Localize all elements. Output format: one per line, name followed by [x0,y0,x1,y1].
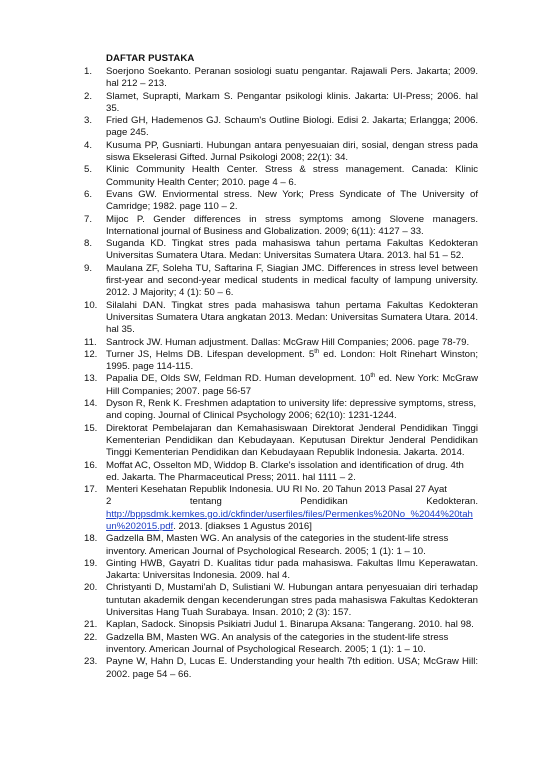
reference-text: Gadzella BM, Masten WG. An analysis of the categories in the student-life stress inventory. American Journal of Psychological Research. 2005; 1 (1): 1 – 10. [106,631,449,655]
superscript: th [370,373,376,380]
reference-text: Direktorat Pembelajaran dan Kemahasiswaan Direktorat Jenderal Pendidikan Tinggi Kementerian Pendidikan dan Kebudayaan. Keputusan Direktur Jenderal Pendidikan Tinggi Kementerian Pendidikan dan Kebudayaan Republik Indonesia. Jakarta. 2014. [106,422,478,459]
reference-text: Turner JS, Helms DB. Lifespan development. 5th ed. London: Holt Rinehart Winston; 1995. page 114-115. [106,348,478,373]
reference-item: 17. Menteri Kesehatan Republik Indonesia. UU RI No. 20 Tahun 2013 Pasal 27 Ayat 2 tentang Pendidikan Kedokteran. http://bppsdmk.kemkes.go.id/ckfinder/userfiles/files/Permenkes%20No_%2044%20tahun%202015.pdf. 2013. [diakses 1 Agustus 2016] [84,484,478,532]
reference-item: 4. Kusuma PP, Gusniarti. Hubungan antara penyesuaian diri, sosial, dengan stress pada siswa Ekselerasi Gifted. Jurnal Psikologi 2008; 22(1): 34. [84,139,478,164]
reference-item: 21. Kaplan, Sadock. Sinopsis Psikiatri Judul 1. Binarupa Aksana: Tangerang. 2010. hal 98. [84,619,478,631]
reference-text: Mijoc P. Gender differences in stress symptoms among Slovene managers. International journal of Business and Globalization. 2009; 6(11): 4127 – 33. [106,213,478,237]
reference-item: 1. Soerjono Soekanto. Peranan sosiologi suatu pengantar. Rajawali Pers. Jakarta; 2009. hal 212 – 213. [84,66,478,90]
reference-item: 2. Slamet, Suprapti, Markam S. Pengantar psikologi klinis. Jakarta: UI-Press; 2006. hal 35. [84,90,478,114]
reference-item: 11. Santrock JW. Human adjustment. Dallas: McGraw Hill Companies; 2006. page 78-79. [84,337,478,349]
reference-item: 15. Direktorat Pembelajaran dan Kemahasiswaan Direktorat Jenderal Pendidikan Tinggi Kementerian Pendidikan dan Kebudayaan. Keputusan Direktur Jenderal Pendidikan Tinggi Kementerian Pendidikan dan Kebudayaan Republik Indonesia. Jakarta. 2014. [84,422,478,459]
reference-text: Menteri Kesehatan Republik Indonesia. UU RI No. 20 Tahun 2013 Pasal 27 Ayat 2 tentang Pendidikan Kedokteran. http://bppsdmk.kemkes.go.id/ckfinder/userfiles/files/Permenkes%20No_%2044%20tahun%202015.pdf. 2013. [diakses 1 Agustus 2016] [106,484,478,532]
reference-item: 3. Fried GH, Hademenos GJ. Schaum's Outline Biologi. Edisi 2. Jakarta; Erlangga; 2006. page 245. [84,115,478,139]
reference-text: Papalia DE, Olds SW, Feldman RD. Human development. 10th ed. New York: McGraw Hill Companies; 2007. page 56-57 [106,373,478,397]
reference-text: Payne W, Hahn D, Lucas E. Understanding your health 7th edition. USA; McGraw Hill: 2002. page 54 – 66. [106,656,478,680]
reference-text: Kusuma PP, Gusniarti. Hubungan antara penyesuaian diri, sosial, dengan stress pada siswa Ekselerasi Gifted. Jurnal Psikologi 2008; 22(1): 34. [106,139,478,164]
reference-text: Gadzella BM, Masten WG. An analysis of the categories in the student-life stress inventory. American Journal of Psychological Research. 2005; 1 (1): 1 – 10. [106,533,449,557]
reference-item: 7. Mijoc P. Gender differences in stress symptoms among Slovene managers. International journal of Business and Globalization. 2009; 6(11): 4127 – 33. [84,213,478,237]
reference-item: 19. Ginting HWB, Gayatri D. Kualitas tidur pada mahasiswa. Fakultas Ilmu Keperawatan. Jakarta: Universitas Indonesia. 2009. hal 4. [84,557,478,582]
reference-item: 5. Klinic Community Health Center. Stress & stress management. Canada: Klinic Community Health Center; 2010. page 4 – 6. [84,164,478,188]
reference-text: Christyanti D, Mustami'ah D, Sulistiani W. Hubungan antara penyesuaian diri terhadap tuntutan akademik dengan kecenderungan stres pada mahasiswa Fakultas Kedokteran Universitas Hang Tuah Surabaya. Insan. 2010; 2 (3): 157. [106,582,478,619]
superscript: th [314,348,320,355]
reference-list [84,66,478,681]
reference-text: Ginting HWB, Gayatri D. Kualitas tidur pada mahasiswa. Fakultas Ilmu Keperawatan. Jakarta: Universitas Indonesia. 2009. hal 4. [106,557,478,582]
reference-item: 14. Dyson R, Renk K. Freshmen adaptation to university life: depressive symptoms, stress, and coping. Journal of Clinical Psychology 2006; 62(10): 1231-1244. [84,398,477,422]
reference-text: Kaplan, Sadock. Sinopsis Psikiatri Judul 1. Binarupa Aksana: Tangerang. 2010. hal 98. [106,619,474,631]
page-title: DAFTAR PUSTAKA [106,53,195,64]
justified-line: 2 tentang Pendidikan Kedokteran. [106,496,478,508]
reference-text: Dyson R, Renk K. Freshmen adaptation to university life: depressive symptoms, stress, and coping. Journal of Clinical Psychology 2006; 62(10): 1231-1244. [106,398,477,422]
reference-item: 18. Gadzella BM, Masten WG. An analysis of the categories in the student-life stress inventory. American Journal of Psychological Research. 2005; 1 (1): 1 – 10. [84,533,478,558]
reference-item: 16. Moffat AC, Osselton MD, Widdop B. Clarke's issolation and identification of drug. 4th ed. Jakarta. The Pharmaceutical Press; 2011. hal 1111 – 2. [84,460,478,485]
reference-text: Silalahi DAN. Tingkat stres pada mahasiswa tahun pertama Fakultas Kedokteran Universitas Sumatera Utara angkatan 2013. Medan: Universitas Sumatera Utara. 2014. hal 35. [106,299,478,336]
reference-item: 10. Silalahi DAN. Tingkat stres pada mahasiswa tahun pertama Fakultas Kedokteran Universitas Sumatera Utara angkatan 2013. Medan: Universitas Sumatera Utara. 2014. hal 35. [84,299,478,336]
reference-item: 8. Suganda KD. Tingkat stres pada mahasiswa tahun pertama Fakultas Kedokteran Universitas Sumatera Utara. Medan: Universitas Sumatera Utara. 2013. hal 51 – 52. [84,238,478,262]
reference-text: Soerjono Soekanto. Peranan sosiologi suatu pengantar. Rajawali Pers. Jakarta; 2009. hal 212 – 213. [106,66,478,90]
reference-link[interactable]: http://bppsdmk.kemkes.go.id/ckfinder/userfiles/files/Permenkes%20No_%2044%20tahun%202015.pdf [106,508,473,532]
reference-text: Slamet, Suprapti, Markam S. Pengantar psikologi klinis. Jakarta: UI-Press; 2006. hal 35. [106,90,478,114]
reference-text: Fried GH, Hademenos GJ. Schaum's Outline Biologi. Edisi 2. Jakarta; Erlangga; 2006. page 245. [106,115,478,139]
reference-item: 9. Maulana ZF, Soleha TU, Saftarina F, Siagian JMC. Differences in stress level between first-year and second-year medical students in medical faculty of lampung university. 2012. J Majority; 4 (1): 50 – 6. [84,262,478,299]
reference-item: 6. Evans GW. Enviormental stress. New York; Press Syndicate of The University of Camridge; 1982. page 110 – 2. [84,188,478,213]
reference-item: 13. Papalia DE, Olds SW, Feldman RD. Human development. 10th ed. New York: McGraw Hill Companies; 2007. page 56-57 [84,373,478,397]
reference-text: Maulana ZF, Soleha TU, Saftarina F, Siagian JMC. Differences in stress level between first-year and second-year medical students in medical faculty of lampung university. 2012. J Majority; 4 (1): 50 – 6. [106,262,478,299]
reference-text: Moffat AC, Osselton MD, Widdop B. Clarke's issolation and identification of drug. 4th ed. Jakarta. The Pharmaceutical Press; 2011. hal 1111 – 2. [106,459,464,483]
reference-text: Evans GW. Enviormental stress. New York; Press Syndicate of The University of Camridge; 1982. page 110 – 2. [106,188,478,213]
reference-text: Santrock JW. Human adjustment. Dallas: McGraw Hill Companies; 2006. page 78-79. [106,336,470,348]
reference-item: 23. Payne W, Hahn D, Lucas E. Understanding your health 7th edition. USA; McGraw Hill: 2002. page 54 – 66. [84,656,478,680]
reference-text: Suganda KD. Tingkat stres pada mahasiswa tahun pertama Fakultas Kedokteran Universitas Sumatera Utara. Medan: Universitas Sumatera Utara. 2013. hal 51 – 52. [106,238,478,262]
reference-item: 22. Gadzella BM, Masten WG. An analysis of the categories in the student-life stress inventory. American Journal of Psychological Research. 2005; 1 (1): 1 – 10. [84,632,478,657]
reference-item: 12. Turner JS, Helms DB. Lifespan development. 5th ed. London: Holt Rinehart Winston; 1995. page 114-115. [84,348,478,373]
reference-item: 20. Christyanti D, Mustami'ah D, Sulistiani W. Hubungan antara penyesuaian diri terhadap tuntutan akademik dengan kecenderungan stres pada mahasiswa Fakultas Kedokteran Universitas Hang Tuah Surabaya. Insan. 2010; 2 (3): 157. [84,582,478,619]
reference-text: Klinic Community Health Center. Stress & stress management. Canada: Klinic Community Health Center; 2010. page 4 – 6. [106,164,478,188]
